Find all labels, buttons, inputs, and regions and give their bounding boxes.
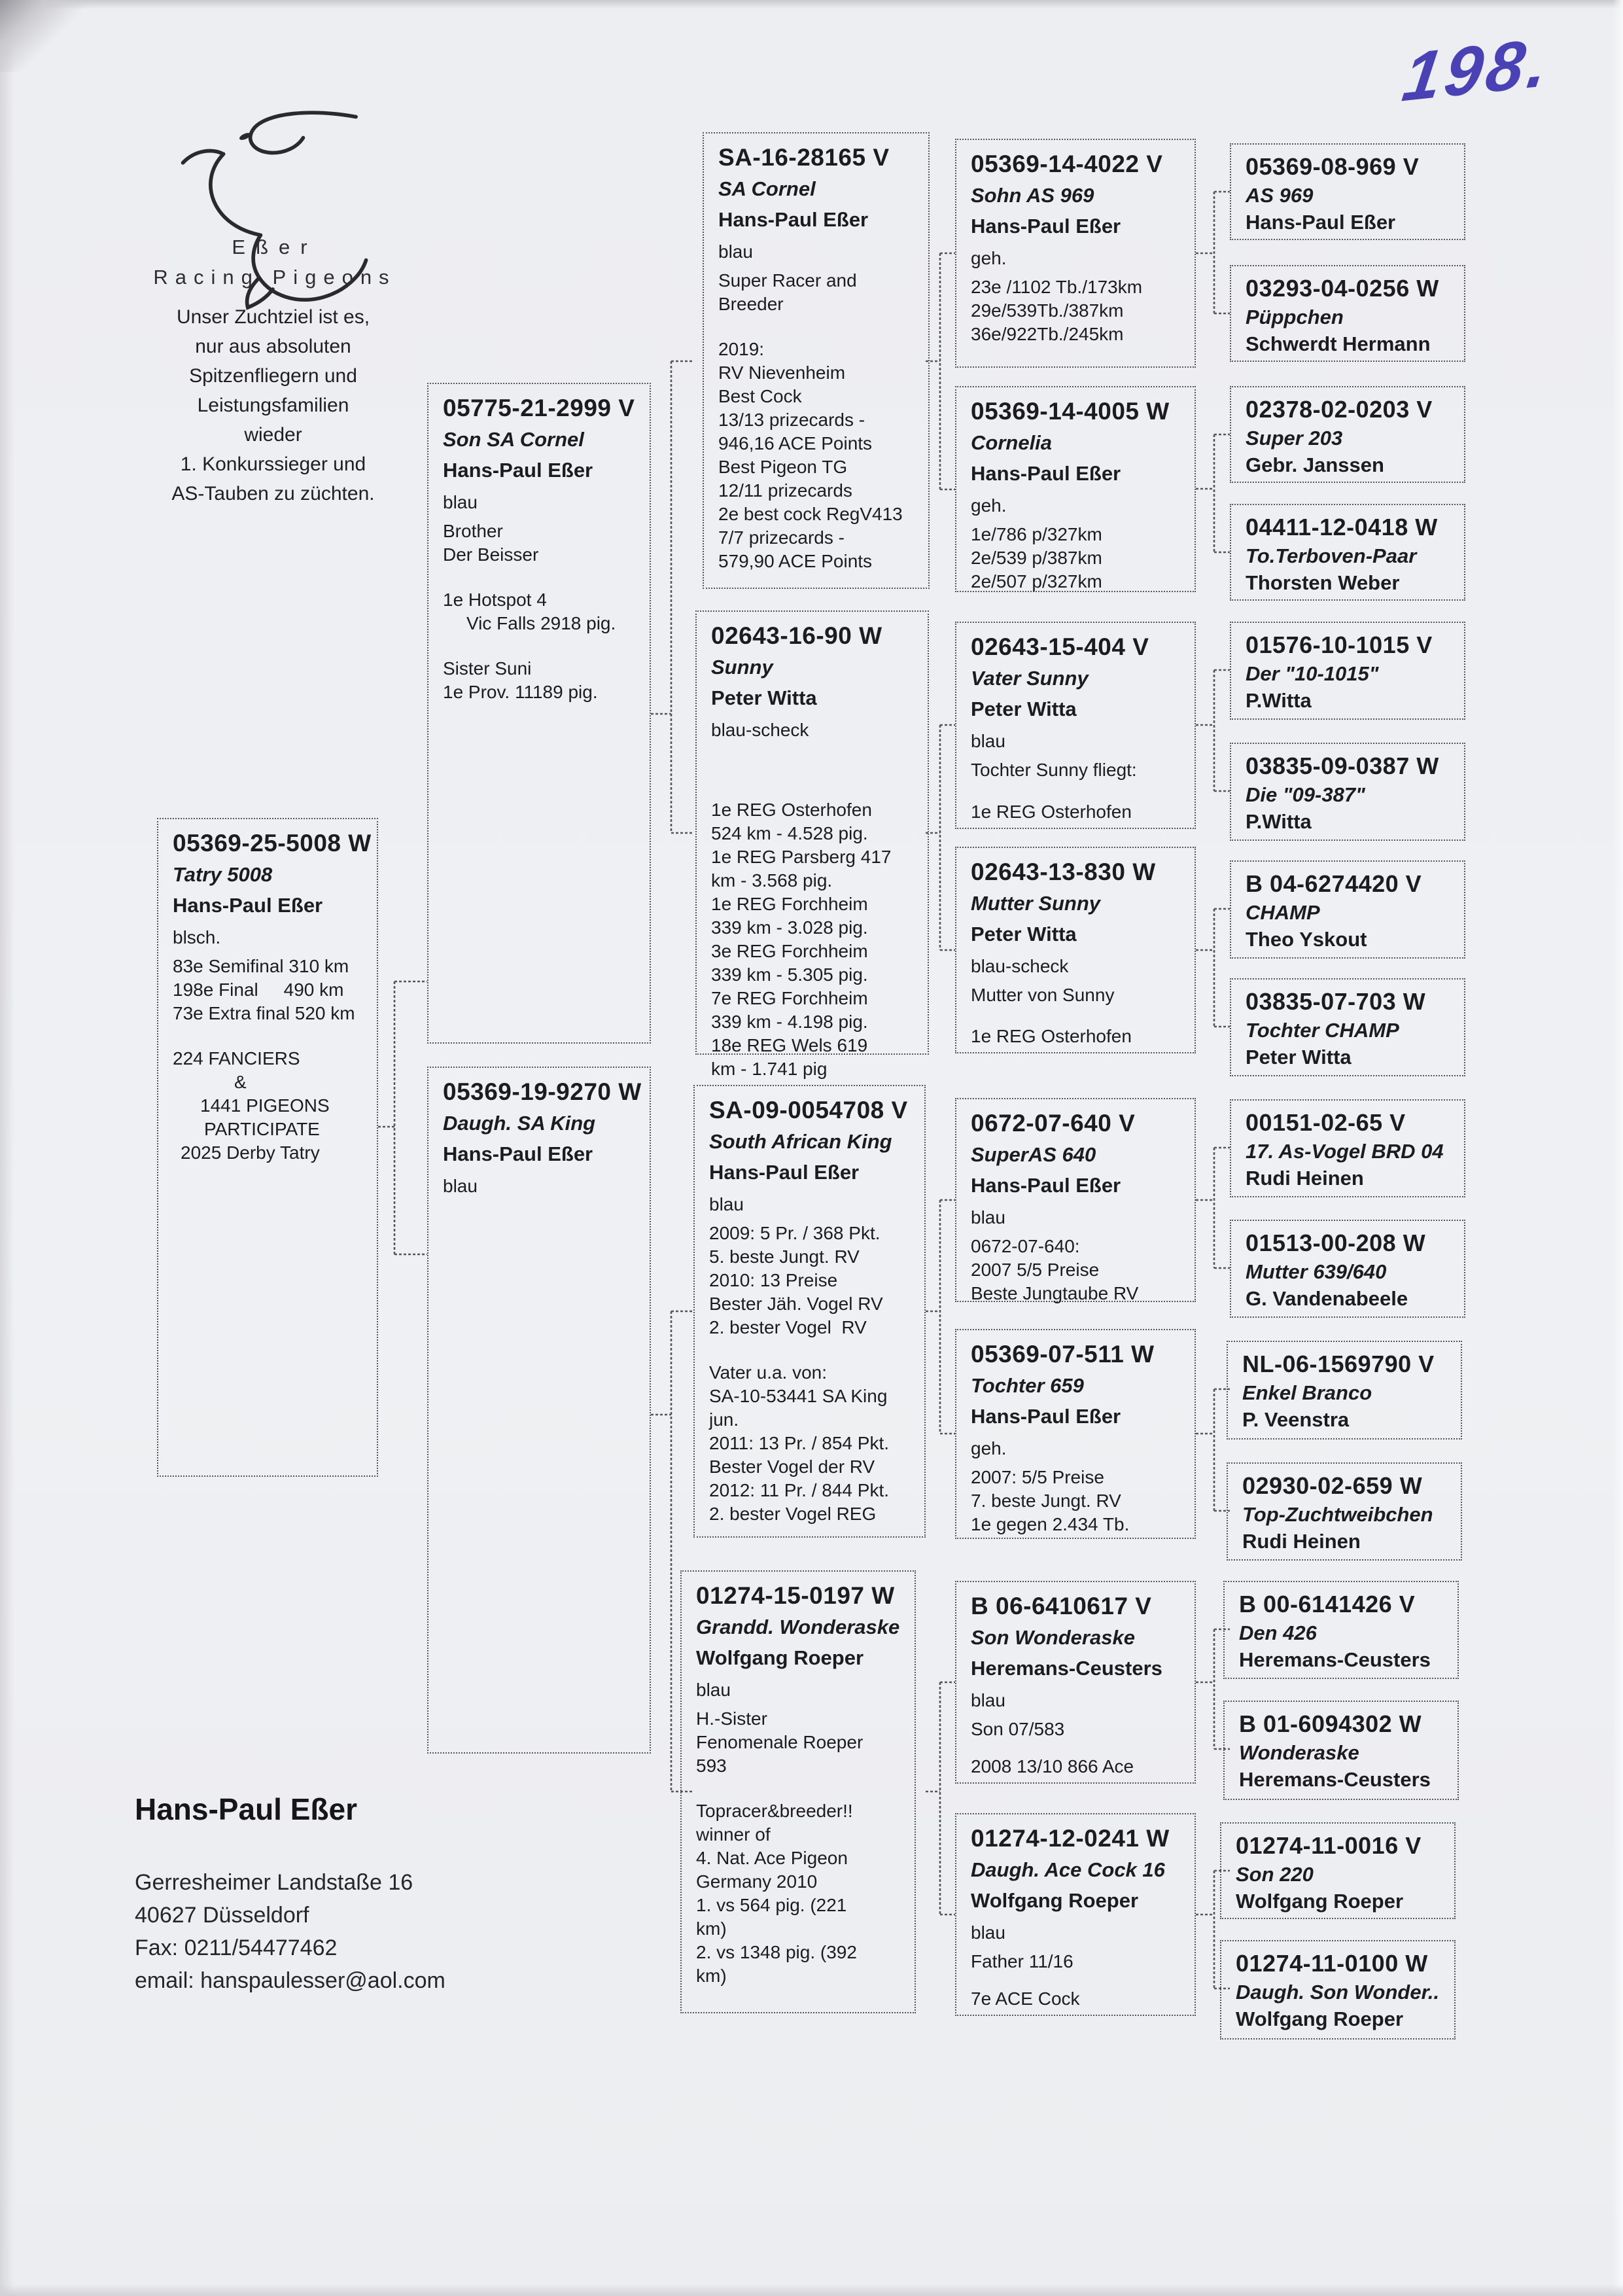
mission-line: Spitzenfliegern und [189, 365, 357, 387]
performance-line: 1e REG Osterhofen [971, 802, 1132, 822]
performance-line: 339 km - 3.028 pig. [711, 917, 868, 938]
performance-line: 224 FANCIERS [173, 1048, 300, 1069]
fancier-name: Theo Yskout [1246, 928, 1367, 951]
ring-number: 05369-14-4022 V [971, 150, 1163, 177]
fancier-name: Heremans-Ceusters [971, 1657, 1162, 1680]
ring-number: SA-09-0054708 V [709, 1097, 908, 1123]
performance-line: 1e REG Osterhofen [971, 1026, 1132, 1046]
ring-number: 02930-02-659 W [1242, 1472, 1423, 1499]
performance-line: Breeder [718, 294, 784, 314]
ring-number: 00151-02-65 V [1246, 1109, 1406, 1136]
pedigree-box-champ [1230, 860, 1465, 959]
color-line: blau [443, 492, 478, 512]
pedigree-box-south-african-king [693, 1085, 926, 1538]
pedigree-box-wonderaske [1223, 1701, 1459, 1800]
performance-line: jun. [709, 1409, 739, 1430]
fancier-name: G. Vandenabeele [1246, 1287, 1408, 1310]
performance-line: 2. bester Vogel RV [709, 1317, 867, 1337]
ring-number: B 04-6274420 V [1246, 870, 1422, 897]
ring-number: 01576-10-1015 V [1246, 631, 1433, 658]
fancier-name: P.Witta [1246, 810, 1312, 833]
ring-number: 01274-11-0016 V [1236, 1832, 1422, 1859]
performance-line: 339 km - 5.305 pig. [711, 964, 868, 985]
performance-line: 12/11 prizecards [718, 480, 852, 501]
mission-line: nur aus absoluten [195, 336, 351, 357]
performance-line: 1e REG Osterhofen [711, 800, 872, 820]
ring-number: NL-06-1569790 V [1242, 1351, 1435, 1377]
performance-line: 4. Nat. Ace Pigeon [696, 1848, 848, 1868]
performance-line: 579,90 ACE Points [718, 551, 873, 571]
ring-number: 05369-14-4005 W [971, 398, 1170, 425]
fancier-name: Wolfgang Roeper [971, 1889, 1139, 1912]
ring-number: 01274-15-0197 W [696, 1582, 895, 1609]
performance-line: km) [696, 1918, 727, 1939]
fancier-name: Hans-Paul Eßer [443, 1142, 593, 1165]
pigeon-name: AS 969 [1246, 184, 1314, 207]
fancier-name: Peter Witta [1246, 1046, 1352, 1069]
pedigree-box-der-10-1015 [1230, 622, 1465, 720]
performance-line: RV Nievenheim [718, 362, 846, 383]
pedigree-box-enkel-branco [1227, 1341, 1462, 1439]
performance-line: Topracer&breeder!! [696, 1801, 853, 1821]
performance-line: 2e/539 p/387km [971, 548, 1102, 568]
pedigree-box-sa-cornel [703, 132, 930, 589]
mission-line: AS-Tauben zu züchten. [171, 483, 375, 504]
performance-line: Bester Vogel der RV [709, 1457, 875, 1477]
pedigree-box-daugh-son-wonder [1220, 1940, 1456, 2040]
pigeon-name: Daugh. SA King [443, 1112, 596, 1135]
fancier-name: Hans-Paul Eßer [443, 459, 593, 482]
color-line: blau [696, 1680, 731, 1700]
performance-line: 23e /1102 Tb./173km [971, 277, 1143, 297]
performance-line: 524 km - 4.528 pig. [711, 823, 868, 843]
performance-line: 36e/922Tb./245km [971, 324, 1124, 344]
fancier-name: Wolfgang Roeper [696, 1646, 864, 1669]
ring-number: 0672-07-640 V [971, 1110, 1136, 1137]
color-line: blau-scheck [971, 956, 1069, 976]
pedigree-box-son-wonderaske [955, 1581, 1196, 1784]
fancier-name: Hans-Paul Eßer [709, 1161, 860, 1184]
performance-line: Father 11/16 [971, 1951, 1073, 1971]
address-line: email: hanspaulesser@aol.com [135, 1968, 445, 1993]
performance-line: 29e/539Tb./387km [971, 300, 1124, 321]
handwritten-page-number: 198. [1398, 23, 1557, 117]
pigeon-name: 17. As-Vogel BRD 04 [1246, 1140, 1444, 1163]
performance-line: 2012: 11 Pr. / 844 Pkt. [709, 1480, 889, 1500]
address-line: 40627 Düsseldorf [135, 1903, 309, 1928]
pigeon-name: Son Wonderaske [971, 1626, 1135, 1649]
ring-number: SA-16-28165 V [718, 144, 890, 171]
performance-line: 1e gegen 2.434 Tb. [971, 1514, 1130, 1534]
mission-line: Unser Zuchtziel ist es, [176, 306, 370, 328]
pigeon-name: Cornelia [971, 431, 1053, 454]
mission-line: wieder [244, 424, 302, 446]
performance-line: Bester Jäh. Vogel RV [709, 1294, 883, 1314]
ring-number: 01274-12-0241 W [971, 1825, 1170, 1852]
fancier-name: Rudi Heinen [1246, 1167, 1364, 1190]
performance-line: km - 1.741 pig [711, 1059, 828, 1079]
performance-line: 5. beste Jungt. RV [709, 1246, 860, 1267]
pedigree-box-daugh-ace-cock-16 [955, 1813, 1196, 2016]
ring-number: 05369-19-9270 W [443, 1078, 642, 1105]
pigeon-name: Wonderaske [1239, 1741, 1359, 1764]
owner-address [135, 1866, 445, 1997]
performance-line: 946,16 ACE Points [718, 433, 873, 453]
pigeon-name: Sohn AS 969 [971, 184, 1094, 207]
ring-number: B 06-6410617 V [971, 1593, 1152, 1619]
performance-line: Super Racer and [718, 270, 857, 291]
pedigree-box-terboven-paar [1230, 504, 1465, 601]
performance-line: 2009: 5 Pr. / 368 Pkt. [709, 1223, 881, 1243]
color-line: blau [971, 1207, 1005, 1227]
pigeon-name: Daugh. Son Wonder.. [1236, 1981, 1440, 2004]
color-line: geh. [971, 495, 1007, 516]
performance-line: 2011: 13 Pr. / 854 Pkt. [709, 1433, 889, 1453]
fancier-name: Hans-Paul Eßer [173, 894, 323, 917]
performance-line: 1e Prov. 11189 pig. [443, 682, 598, 702]
pedigree-box-mutter-639-640 [1230, 1220, 1465, 1318]
fancier-name: Wolfgang Roeper [1236, 1890, 1404, 1913]
fancier-name: P.Witta [1246, 689, 1312, 712]
color-line: geh. [971, 248, 1007, 268]
pigeon-name: Vater Sunny [971, 667, 1089, 690]
ring-number: 05775-21-2999 V [443, 395, 635, 421]
ring-number: B 00-6141426 V [1239, 1591, 1416, 1617]
pigeon-name: Den 426 [1239, 1621, 1317, 1644]
pedigree-box-tochter-champ [1230, 978, 1465, 1076]
pedigree-box-daugh-sa-king [427, 1067, 651, 1754]
pigeon-name: SuperAS 640 [971, 1143, 1096, 1166]
ring-number: 01513-00-208 W [1246, 1229, 1426, 1256]
performance-line: 1e REG Forchheim [711, 894, 868, 914]
performance-line: Vic Falls 2918 pig. [466, 613, 616, 633]
performance-line: Brother [443, 521, 503, 541]
ring-number: 05369-25-5008 W [173, 830, 372, 857]
pigeon-name: Tatry 5008 [173, 863, 273, 886]
pedigree-box-sohn-as-969 [955, 139, 1196, 368]
color-line: blau [971, 1922, 1005, 1943]
fancier-name: Heremans-Ceusters [1239, 1648, 1431, 1671]
fancier-name: Thorsten Weber [1246, 571, 1400, 594]
fancier-name: P. Veenstra [1242, 1408, 1350, 1431]
fancier-name: Hans-Paul Eßer [971, 1174, 1121, 1197]
performance-line: Beste Jungtaube RV [971, 1283, 1139, 1303]
logo-name: Eßer [232, 236, 318, 258]
performance-line: 7e ACE Cock [971, 1988, 1080, 2009]
pigeon-name: Super 203 [1246, 427, 1343, 450]
fancier-name: Peter Witta [971, 698, 1077, 720]
color-line: blau [718, 241, 753, 262]
pigeon-name: Der "10-1015" [1246, 662, 1379, 685]
color-line: blau [709, 1194, 744, 1214]
pedigree-box-grandd-wonderaske [680, 1570, 916, 2013]
performance-line: Tochter Sunny fliegt: [971, 760, 1137, 780]
color-line: blau [971, 731, 1005, 751]
performance-line: Der Beisser [443, 544, 539, 565]
performance-line: H.-Sister [696, 1708, 767, 1729]
performance-line: km) [696, 1966, 727, 1986]
performance-line: 83e Semifinal 310 km [173, 956, 349, 976]
logo-subtitle: Racing Pigeons [153, 266, 396, 289]
performance-line: 339 km - 4.198 pig. [711, 1012, 868, 1032]
fancier-name: Peter Witta [711, 686, 817, 709]
ring-number: 01274-11-0100 W [1236, 1950, 1428, 1977]
performance-line: 2010: 13 Preise [709, 1270, 838, 1290]
performance-line: 593 [696, 1756, 727, 1776]
ring-number: 03293-04-0256 W [1246, 275, 1439, 302]
fancier-name: Gebr. Janssen [1246, 453, 1384, 476]
performance-line: Sister Suni [443, 658, 532, 679]
performance-line: Fenomenale Roeper [696, 1732, 864, 1752]
ring-number: 03835-09-0387 W [1246, 752, 1439, 779]
pigeon-name: Son SA Cornel [443, 428, 584, 451]
performance-line: 2e/507 p/327km [971, 571, 1102, 592]
performance-line: 1e REG Parsberg 417 [711, 847, 892, 867]
color-line: blau-scheck [711, 720, 809, 740]
pedigree-box-son-sa-cornel [427, 383, 651, 1044]
performance-line: 3e REG Forchheim [711, 941, 868, 961]
performance-line: 7/7 prizecards - [718, 527, 845, 548]
color-line: blsch. [173, 927, 221, 947]
performance-line: 1. vs 564 pig. (221 [696, 1895, 847, 1915]
pigeon-name: Enkel Branco [1242, 1381, 1372, 1404]
pedigree-box-as-969 [1230, 143, 1465, 240]
pigeon-name: Mutter 639/640 [1246, 1260, 1387, 1283]
performance-line: Best Cock [718, 386, 802, 406]
performance-line: 2019: [718, 339, 765, 359]
fancier-name: Wolfgang Roeper [1236, 2007, 1404, 2030]
pedigree-box-cornelia [955, 386, 1196, 592]
ring-number: 04411-12-0418 W [1246, 514, 1438, 540]
performance-line: 1e Hotspot 4 [443, 590, 547, 610]
performance-line: 2025 Derby Tatry [181, 1142, 320, 1163]
pigeon-name: Son 220 [1236, 1863, 1314, 1886]
pigeon-name: CHAMP [1246, 901, 1320, 924]
pedigree-box-son-220 [1220, 1822, 1456, 1919]
pigeon-name: Tochter 659 [971, 1374, 1084, 1397]
ring-number: 02643-13-830 W [971, 858, 1156, 885]
performance-line: 2008 13/10 866 Ace [971, 1756, 1134, 1776]
performance-line: 7. beste Jungt. RV [971, 1491, 1121, 1511]
ring-number: 05369-07-511 W [971, 1341, 1155, 1368]
mission-line: Leistungsfamilien [197, 395, 349, 416]
fancier-name: Hans-Paul Eßer [971, 1405, 1121, 1428]
pigeon-name: Daugh. Ace Cock 16 [971, 1858, 1165, 1881]
performance-line: PARTICIPATE [204, 1119, 320, 1139]
ring-number: 03835-07-703 W [1246, 988, 1426, 1015]
performance-line: 18e REG Wels 619 [711, 1035, 868, 1055]
performance-line: 73e Extra final 520 km [173, 1003, 355, 1023]
pedigree-box-tatry-5008 [157, 818, 378, 1477]
pigeon-name: Püppchen [1246, 306, 1344, 328]
fancier-name: Hans-Paul Eßer [971, 462, 1121, 485]
fancier-name: Hans-Paul Eßer [1246, 211, 1396, 234]
fancier-name: Rudi Heinen [1242, 1530, 1361, 1553]
fancier-name: Peter Witta [971, 923, 1077, 945]
performance-line: 2e best cock RegV413 [718, 504, 903, 524]
pigeon-name: Top-Zuchtweibchen [1242, 1503, 1433, 1526]
performance-line: 1441 PIGEONS [200, 1095, 330, 1116]
performance-line: 1e/786 p/327km [971, 524, 1102, 544]
performance-line: Vater u.a. von: [709, 1362, 828, 1383]
performance-line: winner of [696, 1824, 771, 1845]
ring-number: B 01-6094302 W [1239, 1710, 1422, 1737]
performance-line: Mutter von Sunny [971, 985, 1115, 1005]
performance-line: 0672-07-640: [971, 1236, 1080, 1256]
performance-line: Son 07/583 [971, 1719, 1065, 1739]
pedigree-box-die-09-387 [1230, 743, 1465, 841]
performance-line: SA-10-53441 SA King [709, 1386, 888, 1406]
performance-line: km - 3.568 pig. [711, 870, 833, 891]
performance-line: 2007 5/5 Preise [971, 1260, 1100, 1280]
ring-number: 02643-16-90 W [711, 622, 882, 649]
pedigree-box-as-vogel-brd [1230, 1099, 1465, 1197]
fancier-name: Schwerdt Hermann [1246, 332, 1431, 355]
pedigree-box-super-203 [1230, 386, 1465, 483]
ring-number: 02643-15-404 V [971, 633, 1149, 660]
pedigree-box-pueppchen [1230, 265, 1465, 362]
mission-line: 1. Konkurssieger und [180, 453, 366, 475]
pedigree-box-sunny [695, 610, 929, 1079]
pigeon-name: Die "09-387" [1246, 783, 1365, 806]
pedigree-box-top-zuchtweibchen [1227, 1462, 1462, 1561]
pigeon-name: Tochter CHAMP [1246, 1019, 1399, 1042]
color-line: blau [443, 1176, 478, 1196]
fancier-name: Hans-Paul Eßer [718, 208, 869, 231]
pigeon-name: SA Cornel [718, 177, 816, 200]
color-line: geh. [971, 1438, 1007, 1458]
performance-line: Best Pigeon TG [718, 457, 848, 477]
fancier-name: Hans-Paul Eßer [971, 215, 1121, 238]
pigeon-name: South African King [709, 1130, 892, 1153]
address-line: Fax: 0211/54477462 [135, 1935, 338, 1960]
pedigree-box-tochter-659 [955, 1329, 1196, 1539]
performance-line: 2007: 5/5 Preise [971, 1467, 1104, 1487]
performance-line: 198e Final 490 km [173, 980, 344, 1000]
ring-number: 02378-02-0203 V [1246, 396, 1433, 423]
performance-line: 2. vs 1348 pig. (392 [696, 1942, 857, 1962]
pigeon-name: To.Terboven-Paar [1246, 544, 1417, 567]
performance-line: 7e REG Forchheim [711, 988, 868, 1008]
address-line: Gerresheimer Landstaße 16 [135, 1870, 413, 1895]
ring-number: 05369-08-969 V [1246, 153, 1420, 180]
performance-line: 2. bester Vogel REG [709, 1504, 877, 1524]
pedigree-box-superas-640 [955, 1098, 1196, 1302]
owner-name: Hans-Paul Eßer [135, 1792, 357, 1826]
performance-line: Germany 2010 [696, 1871, 818, 1892]
pedigree-box-den-426 [1223, 1581, 1459, 1679]
pedigree-box-mutter-sunny [955, 847, 1196, 1053]
pigeon-name: Sunny [711, 656, 773, 679]
fancier-name: Heremans-Ceusters [1239, 1768, 1431, 1791]
color-line: blau [971, 1690, 1005, 1710]
pigeon-name: Grandd. Wonderaske [696, 1616, 900, 1638]
performance-line: & [234, 1072, 247, 1092]
pedigree-box-vater-sunny [955, 622, 1196, 829]
performance-line: 13/13 prizecards - [718, 410, 865, 430]
pigeon-name: Mutter Sunny [971, 892, 1101, 915]
